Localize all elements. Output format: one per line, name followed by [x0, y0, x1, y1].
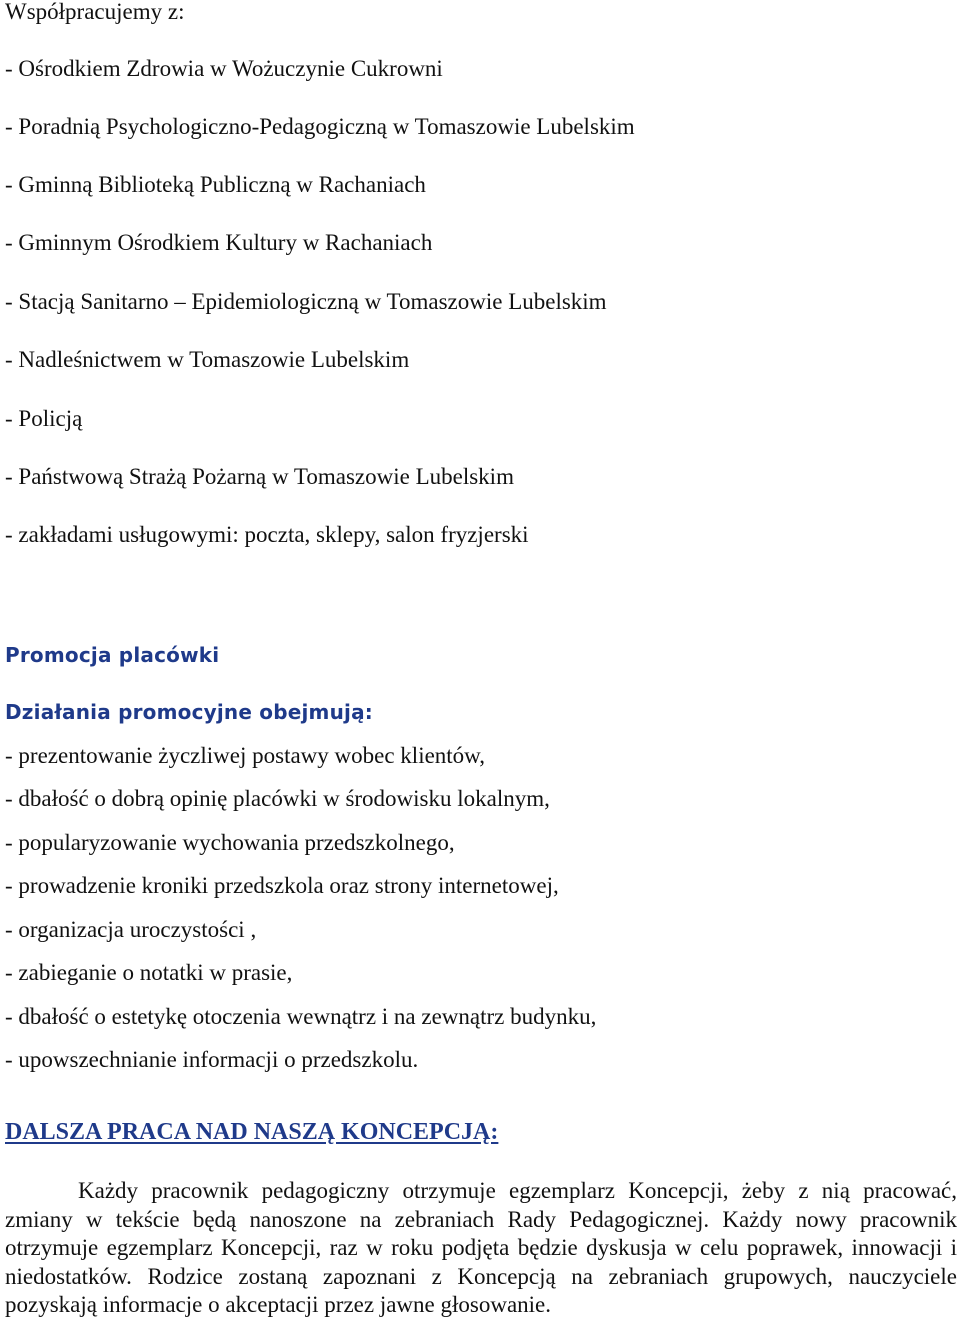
partner-item: - Policją: [5, 406, 83, 431]
partner-item: - Poradnią Psychologiczno-Pedagogiczną w Tomaszowie Lubelskim: [5, 114, 635, 139]
promotion-item: - dbałość o dobrą opinię placówki w środowisku lokalnym,: [5, 786, 550, 811]
promotion-item: - popularyzowanie wychowania przedszkolnego,: [5, 830, 455, 855]
further-work-paragraph: [5, 1177, 957, 1320]
promotion-item: - upowszechnianie informacji o przedszkolu.: [5, 1047, 419, 1072]
promotion-item: - dbałość o estetykę otoczenia wewnątrz i na zewnątrz budynku,: [5, 1004, 597, 1029]
promotion-item: - prezentowanie życzliwej postawy wobec klientów,: [5, 743, 486, 768]
promotion-item: - zabieganie o notatki w prasie,: [5, 960, 293, 985]
partner-item: - Państwową Strażą Pożarną w Tomaszowie Lubelskim: [5, 464, 514, 489]
further-work-text: Każdy pracownik pedagogiczny otrzymuje egzemplarz Koncepcji, żeby z nią pracować, zmiany w tekście będą nanoszone na zebraniach Rady Pedagogicznej. Każdy nowy pracownik otrzymuje egzemplarz Koncepcji, raz w roku podjęta będzie dyskusja w celu poprawek, innowacji i niedostatków. Rodzice zostaną zapoznani z Koncepcją na zebraniach grupowych, nauczyciele pozyskają informacje o akceptacji przez jawne głosowanie.: [5, 1178, 957, 1318]
partner-item: - Stacją Sanitarno – Epidemiologiczną w Tomaszowie Lubelskim: [5, 289, 607, 314]
partner-item: - Ośrodkiem Zdrowia w Wożuczynie Cukrowni: [5, 56, 443, 81]
partner-item: - Gminną Biblioteką Publiczną w Rachaniach: [5, 172, 426, 197]
promotion-heading: Promocja placówki: [5, 643, 220, 667]
intro-title: Współpracujemy z:: [5, 0, 185, 24]
promotion-subheading: Działania promocyjne obejmują:: [5, 700, 373, 724]
promotion-item: - organizacja uroczystości ,: [5, 917, 257, 942]
further-work-heading: DALSZA PRACA NAD NASZĄ KONCEPCJĄ:: [5, 1119, 499, 1145]
partner-item: - zakładami usługowymi: poczta, sklepy, salon fryzjerski: [5, 522, 529, 547]
partner-item: - Nadleśnictwem w Tomaszowie Lubelskim: [5, 347, 410, 372]
partner-item: - Gminnym Ośrodkiem Kultury w Rachaniach: [5, 230, 433, 255]
promotion-item: - prowadzenie kroniki przedszkola oraz strony internetowej,: [5, 873, 559, 898]
